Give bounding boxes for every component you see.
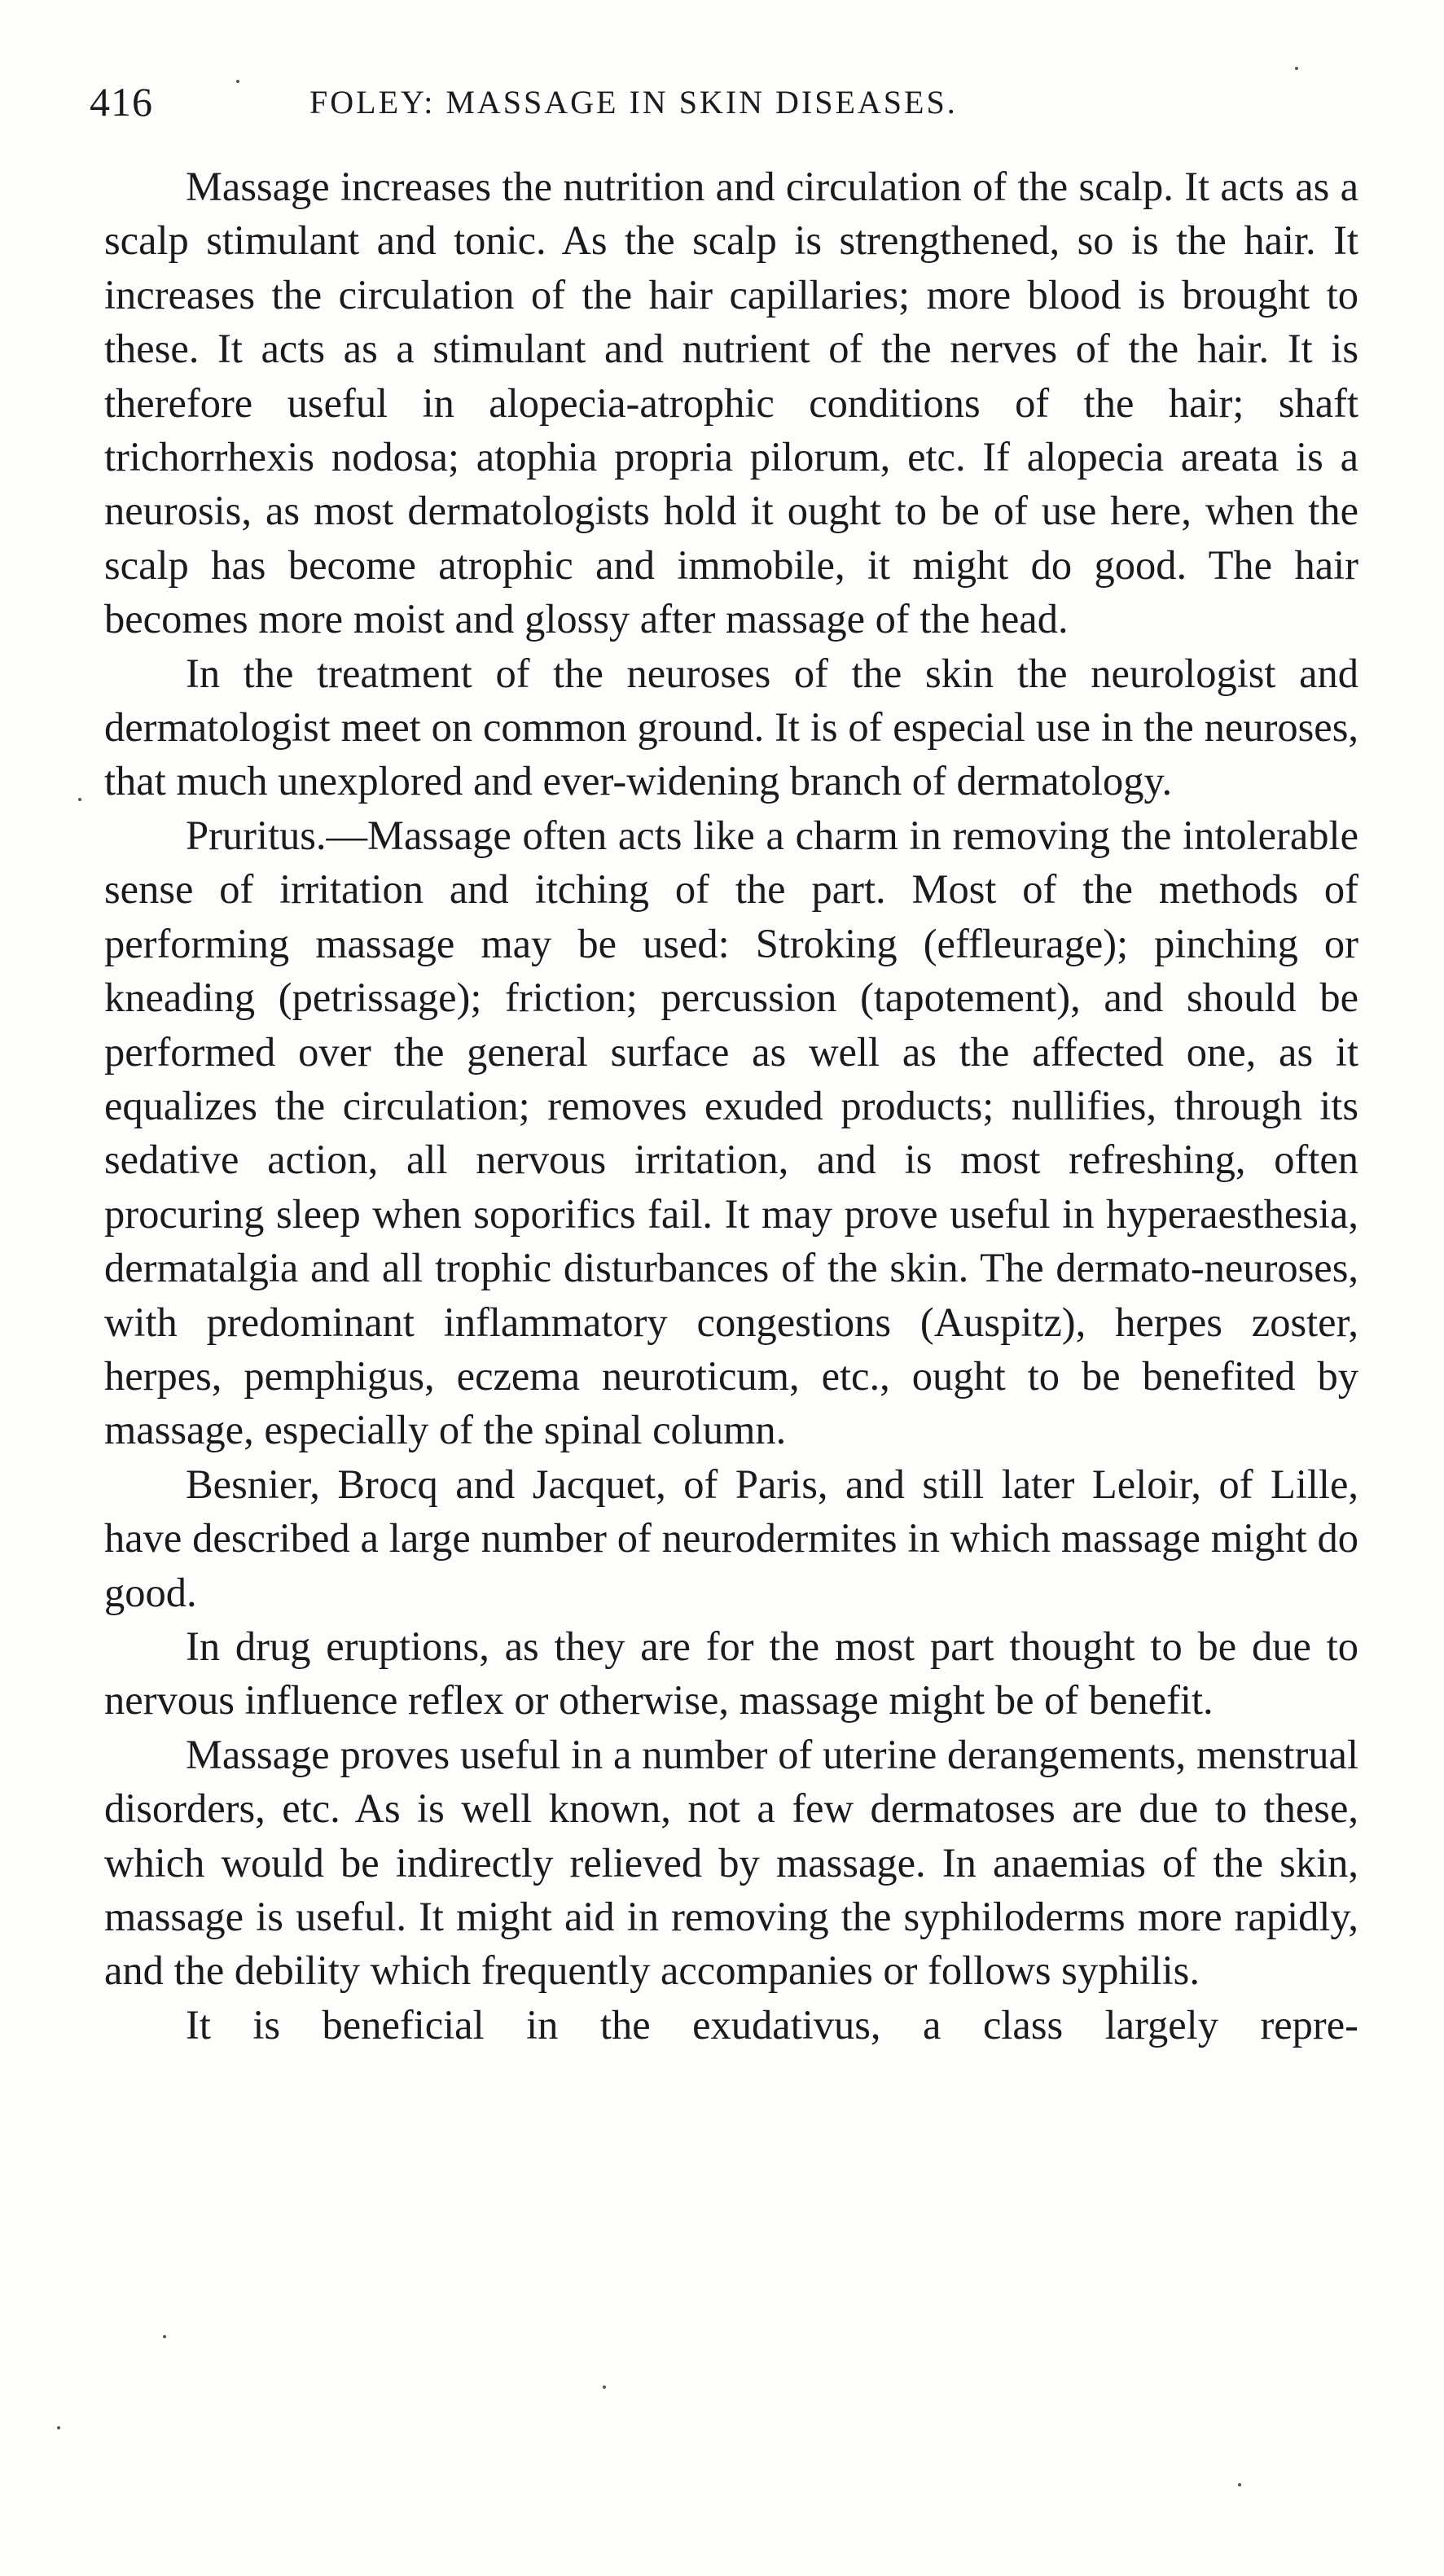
paragraph-exudativus: It is beneficial in the exudativus, a class largely repre-	[186, 2001, 1358, 2048]
paper-speck	[1238, 2483, 1241, 2486]
paper-speck	[78, 798, 81, 801]
paragraph-neuroses: In the treatment of the neuroses of the skin the neurologist and dermatologist meet on common ground. It is of especial use in the neuroses, that much unexplored and ever-widening branch of dermatology.	[104, 650, 1358, 804]
paragraph-scalp-massage: Massage increases the nutrition and circulation of the scalp. It acts as a scalp stimulant and tonic. As the scalp is strengthened, so is the hair. It increases the circulation of the hair capillaries; more blood is brought to these. It acts as a stimulant and nutrient of the nerves of the hair. It is therefore useful in alopecia-atrophic conditions of the hair; shaft trichorrhexis nodosa; atophia propria pilorum, etc. If alopecia areata is a neurosis, as most dermatologists hold it ought to be of use here, when the scalp has become atrophic and immobile, it might do good. The hair becomes more moist and glossy after massage of the head.	[104, 164, 1358, 642]
running-head: FOLEY: MASSAGE IN SKIN DISEASES.	[309, 84, 958, 120]
paper-speck	[1295, 67, 1298, 70]
paragraph-drug-eruptions: In drug eruptions, as they are for the most part thought to be due to nervous influence reflex or otherwise, massage might be of benefit.	[104, 1623, 1358, 1724]
paper-speck	[57, 2426, 60, 2429]
paper-speck	[236, 80, 239, 83]
paragraph-pruritus: Pruritus.—Massage often acts like a charm in removing the intolerable sense of irritation and itching of the part. Most of the methods of performing massage may be used: Stroking (effleurage); pinching or kneading (petrissage); friction; percussion (tapotement), and should be performed over the general surface as well as the affected one, as it equalizes the circulation; removes exuded products; nullifies, through its sedative action, all nervous irritation, and is most refreshing, often procuring sleep when soporifics fail. It may prove useful in hyperaesthesia, dermatalgia and all trophic disturbances of the skin. The dermato-neuroses, with predominant inflammatory congestions (Auspitz), herpes zoster, herpes, pemphigus, eczema neuroticum, etc., ought to be benefited by massage, especially of the spinal column.	[104, 812, 1358, 1453]
paragraph-uterine: Massage proves useful in a number of uterine derangements, menstrual disorders, etc. As is well known, not a few dermatoses are due to these, which would be indirectly relieved by massage. In anaemias of the skin, massage is useful. It might aid in removing the syphiloderms more rapidly, and the debility which frequently accompanies or follows syphilis.	[104, 1731, 1358, 1994]
paragraph-neurodermites: Besnier, Brocq and Jacquet, of Paris, and still later Leloir, of Lille, have described a large number of neurodermites in which massage might do good.	[104, 1461, 1358, 1615]
paper-speck	[603, 2385, 606, 2389]
page-number: 416	[90, 79, 153, 125]
page-header	[90, 78, 1360, 135]
paper-speck	[163, 2335, 166, 2338]
body-text	[104, 160, 1358, 2052]
